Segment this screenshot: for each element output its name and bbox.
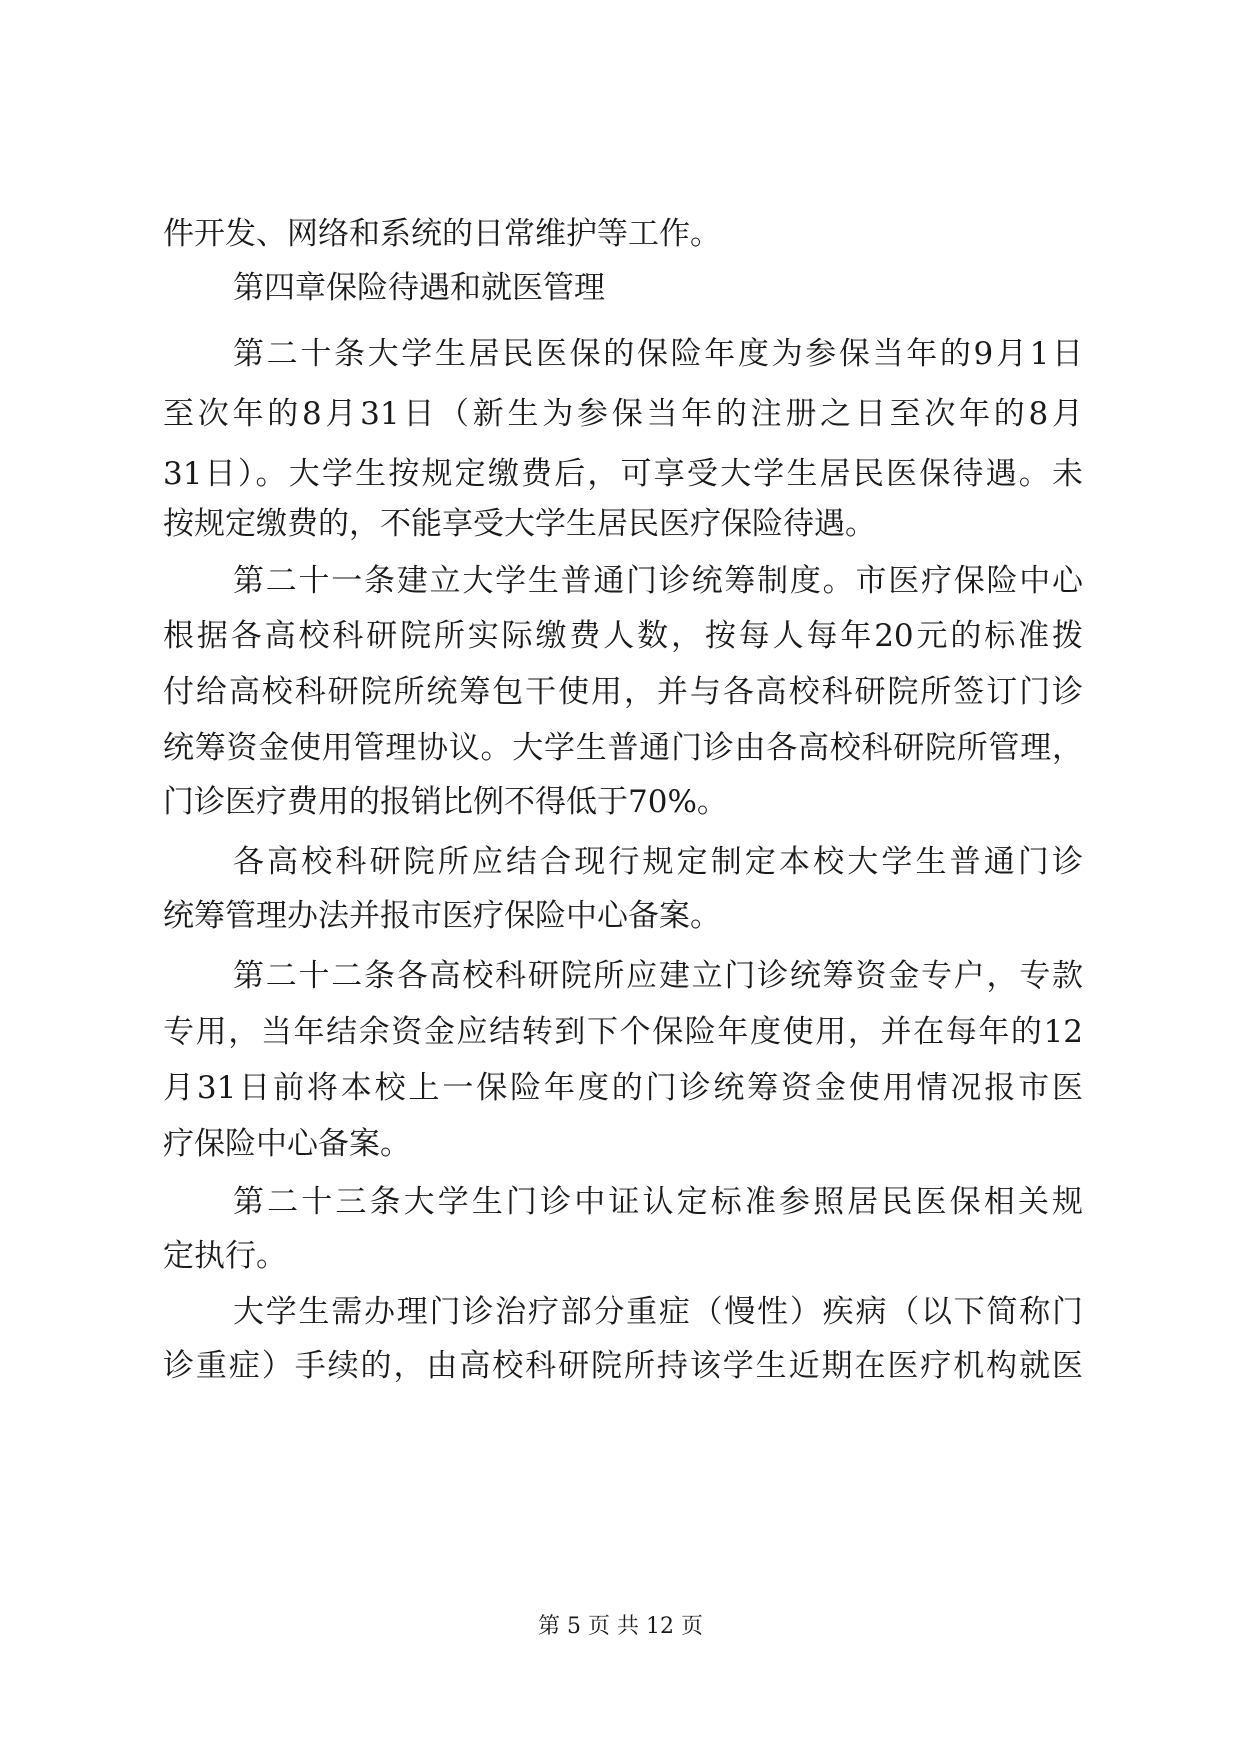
text-line: 至次年的8月31日（新生为参保当年的注册之日至次年的8月 — [163, 396, 1083, 432]
text-line: 定执行。 — [163, 1238, 287, 1274]
text-line: 疗保险中心备案。 — [163, 1126, 411, 1162]
text-line: 第二十三条大学生门诊中证认定标准参照居民医保相关规 — [233, 1184, 1083, 1220]
text-line: 月31日前将本校上一保险年度的门诊统筹资金使用情况报市医 — [163, 1070, 1083, 1106]
text-line: 第二十条大学生居民医保的保险年度为参保当年的9月1日 — [233, 336, 1083, 372]
page-footer: 第 5 页 共 12 页 — [538, 1614, 703, 1639]
text-line: 第二十二条各高校科研院所应建立门诊统筹资金专户，专款 — [233, 958, 1083, 994]
text-line: 大学生需办理门诊治疗部分重症（慢性）疾病（以下简称门 — [233, 1294, 1083, 1330]
text-line: 件开发、网络和系统的日常维护等工作。 — [163, 216, 721, 252]
text-line: 专用，当年结余资金应结转到下个保险年度使用，并在每年的12 — [163, 1014, 1083, 1050]
text-line: 按规定缴费的，不能享受大学生居民医疗保险待遇。 — [163, 506, 876, 542]
text-line: 统筹管理办法并报市医疗保险中心备案。 — [163, 898, 721, 934]
text-line: 统筹资金使用管理协议。大学生普通门诊由各高校科研院所管理， — [163, 730, 1083, 766]
text-line: 第二十一条建立大学生普通门诊统筹制度。市医疗保险中心 — [233, 563, 1083, 599]
text-line: 根据各高校科研院所实际缴费人数，按每人每年20元的标准拨 — [163, 618, 1083, 654]
text-line: 诊重症）手续的，由高校科研院所持该学生近期在医疗机构就医 — [163, 1348, 1083, 1384]
text-line: 付给高校科研院所统筹包干使用，并与各高校科研院所签订门诊 — [163, 674, 1083, 710]
chapter-heading: 第四章保险待遇和就医管理 — [233, 270, 605, 306]
text-line: 各高校科研院所应结合现行规定制定本校大学生普通门诊 — [233, 844, 1083, 880]
text-line: 门诊医疗费用的报销比例不得低于70%。 — [163, 784, 728, 820]
text-line: 31日）。大学生按规定缴费后，可享受大学生居民医保待遇。未 — [163, 456, 1083, 492]
